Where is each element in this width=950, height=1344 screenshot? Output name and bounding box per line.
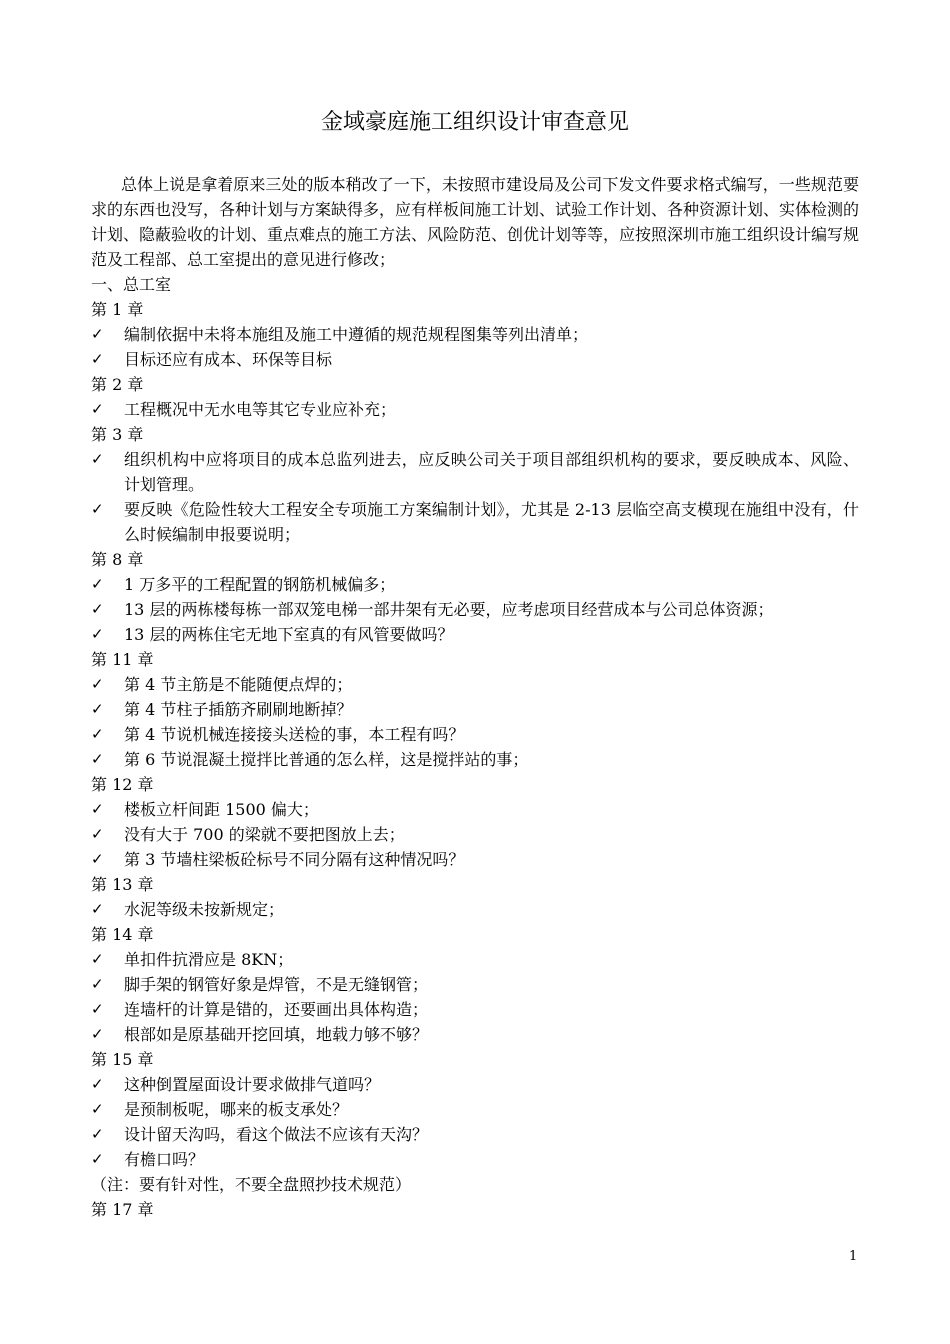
chapter-section	[91, 372, 859, 422]
check-mark-icon: ✓	[91, 725, 104, 743]
review-comment-item	[91, 1147, 859, 1172]
review-comment-item	[91, 497, 859, 547]
review-comment-text: 楼板立杆间距 1500 偏大；	[124, 800, 319, 819]
check-mark-icon: ✓	[91, 625, 104, 643]
review-comment-item	[91, 947, 859, 972]
check-mark-icon: ✓	[91, 500, 104, 518]
review-comment-list	[91, 322, 859, 372]
review-comment-text: 设计留天沟吗，看这个做法不应该有天沟？	[124, 1125, 429, 1144]
review-comment-list	[91, 797, 859, 872]
review-comment-text: 第 6 节说混凝土搅拌比普通的怎么样，这是搅拌站的事；	[124, 750, 529, 769]
footnote-text: （注：要有针对性，不要全盘照抄技术规范）	[91, 1175, 412, 1194]
check-mark-icon: ✓	[91, 575, 104, 593]
check-mark-icon: ✓	[91, 325, 104, 343]
chapter-section	[91, 297, 859, 372]
review-comment-item	[91, 397, 859, 422]
chapter-heading: 第 3 章	[91, 425, 144, 444]
review-comment-item	[91, 1022, 859, 1047]
check-mark-icon: ✓	[91, 900, 104, 918]
review-comment-item	[91, 322, 859, 347]
review-comment-item	[91, 972, 859, 997]
review-comment-list	[91, 572, 859, 647]
check-mark-icon: ✓	[91, 675, 104, 693]
document-body	[91, 172, 859, 1222]
review-comment-text: 1 万多平的工程配置的钢筋机械偏多；	[124, 575, 396, 594]
review-comment-text: 这种倒置屋面设计要求做排气道吗？	[124, 1075, 381, 1094]
review-comment-text: 第 4 节主筋是不能随便点焊的；	[124, 675, 353, 694]
review-comment-list	[91, 447, 859, 547]
chapter-section	[91, 872, 859, 922]
chapter-heading: 第 15 章	[91, 1050, 154, 1069]
review-comment-text: 单扣件抗滑应是 8KN；	[124, 950, 294, 969]
review-comment-text: 连墙杆的计算是错的，还要画出具体构造；	[124, 1000, 429, 1019]
review-comment-item	[91, 722, 859, 747]
check-mark-icon: ✓	[91, 950, 104, 968]
check-mark-icon: ✓	[91, 350, 104, 368]
review-comment-text: 13 层的两栋楼每栋一部双笼电梯一部井架有无必要，应考虑项目经营成本与公司总体资源；	[124, 600, 774, 619]
review-comment-item	[91, 997, 859, 1022]
review-comment-text: 有檐口吗？	[124, 1150, 205, 1169]
chapter-section	[91, 1047, 859, 1172]
review-comment-text: 第 4 节说机械连接接头送检的事，本工程有吗？	[124, 725, 465, 744]
review-comment-item	[91, 1097, 859, 1122]
check-mark-icon: ✓	[91, 1000, 104, 1018]
chapter-section	[91, 922, 859, 1047]
chapter-heading: 第 8 章	[91, 550, 144, 569]
review-comment-item	[91, 347, 859, 372]
check-mark-icon: ✓	[91, 850, 104, 868]
check-mark-icon: ✓	[91, 600, 104, 618]
chapter-heading: 第 12 章	[91, 775, 154, 794]
review-comment-item	[91, 697, 859, 722]
review-comment-item	[91, 672, 859, 697]
chapter-section	[91, 547, 859, 647]
chapter-sections	[91, 297, 859, 1172]
review-comment-item	[91, 897, 859, 922]
review-comment-text: 目标还应有成本、环保等目标	[124, 350, 333, 369]
review-comment-item	[91, 447, 859, 497]
check-mark-icon: ✓	[91, 975, 104, 993]
review-comment-item	[91, 822, 859, 847]
check-mark-icon: ✓	[91, 750, 104, 768]
document-title: 金域豪庭施工组织设计审查意见	[320, 110, 629, 135]
review-comment-text: 没有大于 700 的梁就不要把图放上去；	[124, 825, 405, 844]
review-comment-text: 组织机构中应将项目的成本总监列进去，应反映公司关于项目部组织机构的要求，要反映成本、风险、计划管理。	[124, 450, 859, 494]
review-comment-text: 是预制板呢，哪来的板支承处？	[124, 1100, 349, 1119]
chapter-heading: 第 1 章	[91, 300, 144, 319]
review-comment-text: 第 3 节墙柱梁板砼标号不同分隔有这种情况吗？	[124, 850, 465, 869]
chapter-heading: 第 17 章	[91, 1200, 154, 1219]
review-comment-item	[91, 797, 859, 822]
review-comment-list	[91, 1072, 859, 1172]
review-comment-list	[91, 672, 859, 772]
chapter-section	[91, 647, 859, 772]
review-comment-item	[91, 1122, 859, 1147]
check-mark-icon: ✓	[91, 1075, 104, 1093]
chapter-section	[91, 772, 859, 872]
check-mark-icon: ✓	[91, 800, 104, 818]
review-comment-text: 脚手架的钢管好象是焊管，不是无缝钢管；	[124, 975, 429, 994]
review-comment-text: 13 层的两栋住宅无地下室真的有风管要做吗？	[124, 625, 454, 644]
review-comment-item	[91, 622, 859, 647]
review-comment-text: 编制依据中未将本施组及施工中遵循的规范规程图集等列出清单；	[124, 325, 589, 344]
review-comment-text: 要反映《危险性较大工程安全专项施工方案编制计划》，尤其是 2-13 层临空高支模现在施组中没有，什么时候编制申报要说明；	[124, 500, 859, 544]
review-comment-item	[91, 847, 859, 872]
chapter-heading: 第 14 章	[91, 925, 154, 944]
check-mark-icon: ✓	[91, 1100, 104, 1118]
review-comment-text: 工程概况中无水电等其它专业应补充；	[124, 400, 397, 419]
review-comment-list	[91, 897, 859, 922]
department-heading: 一、总工室	[91, 275, 172, 294]
check-mark-icon: ✓	[91, 700, 104, 718]
review-comment-text: 第 4 节柱子插筋齐刷刷地断掉？	[124, 700, 353, 719]
check-mark-icon: ✓	[91, 1025, 104, 1043]
review-comment-list	[91, 947, 859, 1047]
review-comment-item	[91, 597, 859, 622]
intro-paragraph: 总体上说是拿着原来三处的版本稍改了一下，未按照市建设局及公司下发文件要求格式编写，一些规范要求的东西也没写，各种计划与方案缺得多，应有样板间施工计划、试验工作计划、各种资源计划、实体检测的计划、隐蔽验收的计划、重点难点的施工方法、风险防范、创优计划等等，应按照深圳市施工组织设计编写规范及工程部、总工室提出的意见进行修改；	[91, 175, 860, 269]
review-comment-item	[91, 747, 859, 772]
review-comment-item	[91, 572, 859, 597]
check-mark-icon: ✓	[91, 1150, 104, 1168]
check-mark-icon: ✓	[91, 400, 104, 418]
page-number: 1	[849, 1249, 858, 1264]
check-mark-icon: ✓	[91, 450, 104, 468]
review-comment-item	[91, 1072, 859, 1097]
review-comment-text: 水泥等级未按新规定；	[124, 900, 285, 919]
check-mark-icon: ✓	[91, 825, 104, 843]
chapter-heading: 第 11 章	[91, 650, 154, 669]
chapter-heading: 第 13 章	[91, 875, 154, 894]
chapter-section	[91, 422, 859, 547]
chapter-heading: 第 2 章	[91, 375, 144, 394]
review-comment-text: 根部如是原基础开挖回填，地载力够不够？	[124, 1025, 429, 1044]
review-comment-list	[91, 397, 859, 422]
check-mark-icon: ✓	[91, 1125, 104, 1143]
